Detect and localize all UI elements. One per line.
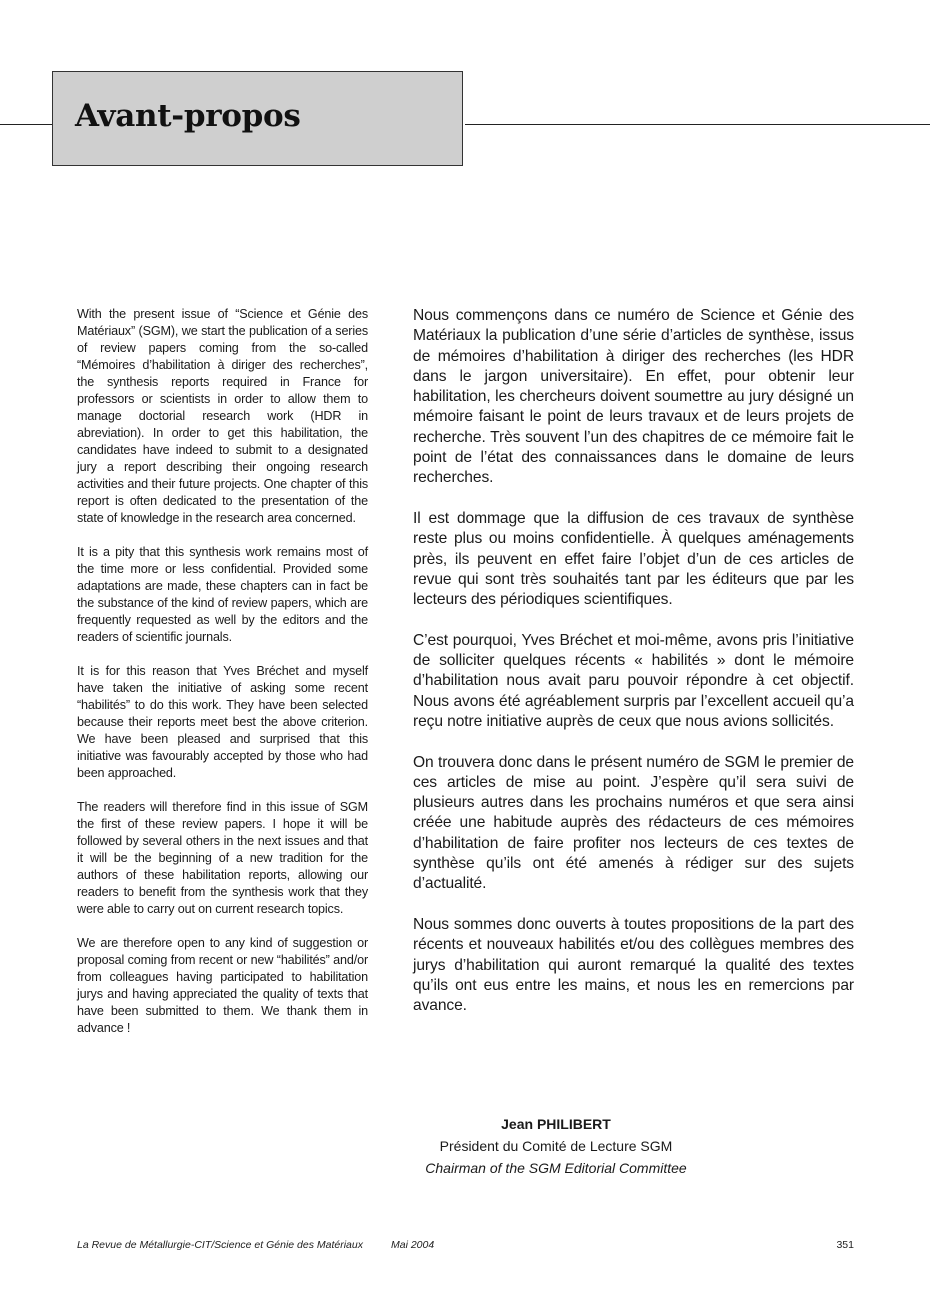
page-number: 351 xyxy=(836,1239,854,1251)
french-paragraph-2: Il est dommage que la diffusion de ces travaux de synthèse reste plus ou moins confidentielle. À quelques aménagements près, ils peuvent en effet faire l’objet d’un de ces articles de revue qui sont très souhaités tant par les éditeurs que par les lecteurs des périodiques scientifiques. xyxy=(413,509,854,609)
english-paragraph-4: The readers will therefore find in this issue of SGM the first of these review papers. I hope it will be followed by several others in the next issues and that it will be the beginning of a new tradition for the authors of these habilitation reports, allowing our readers to benefit from the synthesis work that they were able to carry out on current research topics. xyxy=(77,800,368,916)
french-paragraph-5: Nous sommes donc ouverts à toutes propositions de la part des récents et nouveaux habilités et/ou des collègues membres des jurys d’habilitation qui auront remarqué la qualité des textes qu’ils ont eus entre les mains, et nous les en remercions par avance. xyxy=(413,915,854,1015)
english-paragraph-1: With the present issue of “Science et Génie des Matériaux” (SGM), we start the publication of a series of review papers coming from the so-called “Mémoires d’habilitation à diriger des recherches”, the synthesis reports required in France for professors or scientists in order to allow them to manage doctorial research work (HDR in abreviation). In order to get this habilitation, the candidates have indeed to submit to a designated jury a report describing their ongoing research activities and their future projects. One chapter of this report is often dedicated to the presentation of the state of knowledge in the research area concerned. xyxy=(77,307,368,525)
english-paragraph-5: We are therefore open to any kind of suggestion or proposal coming from recent or new “habilités” and/or from colleagues having participated to habilitation jurys and having appreciated the quality of texts that have been submitted to them. We thank them in advance ! xyxy=(77,936,368,1035)
signature-title-english: Chairman of the SGM Editorial Committee xyxy=(425,1160,687,1176)
signature-title-french: Président du Comité de Lecture SGM xyxy=(439,1138,673,1154)
footer-date: Mai 2004 xyxy=(391,1239,435,1251)
header-rule-left xyxy=(0,124,53,125)
french-column xyxy=(413,306,854,1037)
english-paragraph-3: It is for this reason that Yves Bréchet and myself have taken the initiative of asking some recent “habilités” to do this work. They have been selected because their reports meet best the above criterion. We have been pleased and surprised that this initiative was favourably accepted by those who had been approached. xyxy=(77,664,368,780)
french-paragraph-4: On trouvera donc dans le présent numéro de SGM le premier de ces articles de mise au point. J’espère qu’il sera suivi de plusieurs autres dans les prochains numéros et que sera ainsi créée une habitude auprès des rédacteurs de ces mémoires d’habilitation de faire profiter nos lecteurs de ces textes de synthèse qu’ils ont été amenés à rédiger sur des sujets d’actualité. xyxy=(413,753,854,893)
footer-journal-name: La Revue de Métallurgie-CIT/Science et Génie des Matériaux xyxy=(77,1239,363,1251)
signature-block xyxy=(400,1113,712,1179)
signature-name: Jean PHILIBERT xyxy=(501,1116,611,1132)
french-paragraph-1: Nous commençons dans ce numéro de Science et Génie des Matériaux la publication d’une série d’articles de synthèse, issus de mémoires d’habilitation à diriger des recherches (les HDR dans le jargon universitaire). En effet, pour obtenir leur habilitation, les chercheurs doivent soumettre au jury désigné un mémoire faisant le point de leurs travaux et de leurs projets de recherche. Très souvent l’un des chapitres de ce mémoire fait le point de l’état des connaissances dans le domaine de leurs recherches. xyxy=(413,307,854,487)
english-paragraph-2: It is a pity that this synthesis work remains most of the time more or less confidential. Provided some adaptations are made, these chapters can in fact be the substance of the kind of review papers, which are frequently requested as well by the editors and the readers of scientific journals. xyxy=(77,545,368,644)
french-paragraph-3: C’est pourquoi, Yves Bréchet et moi-même, avons pris l’initiative de solliciter quelques récents « habilités » dont le mémoire d’habilitation nous avait paru pouvoir répondre à cet objectif. Nous avons été agréablement surpris par l’excellent accueil qu’a reçu notre initiative auprès de ceux que nous avions sollicités. xyxy=(413,631,854,730)
header-rule-right xyxy=(465,124,930,125)
title-box xyxy=(52,71,463,166)
page-title: Avant-propos xyxy=(75,98,301,134)
english-column xyxy=(77,306,368,1054)
